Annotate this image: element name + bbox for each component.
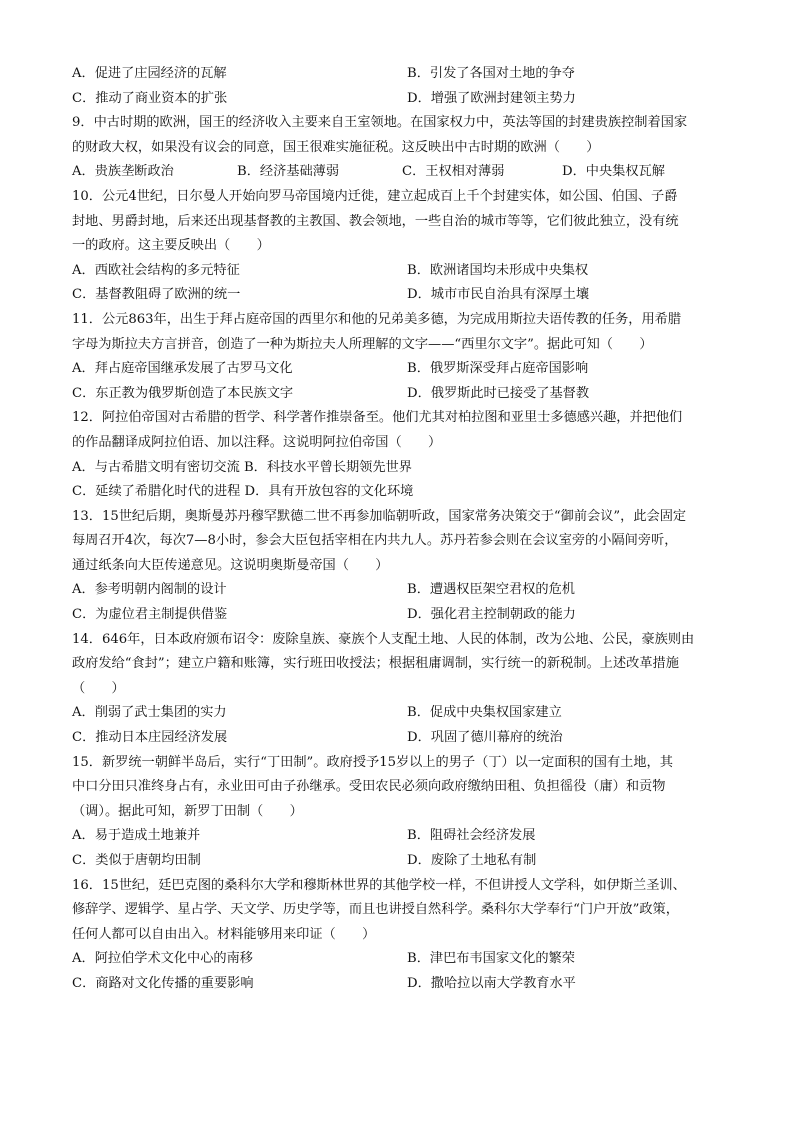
option-d: D．强化君主控制朝政的能力	[407, 607, 576, 623]
question-8	[72, 62, 724, 111]
option-d: D．城市市民自治具有深厚土壤	[407, 287, 590, 303]
option-row	[72, 824, 724, 849]
option-a: A．易于造成土地兼并	[72, 828, 201, 844]
option-row	[72, 578, 724, 603]
option-row	[72, 726, 724, 751]
option-b: B．俄罗斯深受拜占庭帝国影响	[407, 361, 589, 377]
question-stem-line: 每周召开4次，每次7—8小时，参会大臣包括宰相在内共九人。苏丹若参会则在会议室旁的小隔间旁听，	[72, 533, 678, 549]
question-list	[72, 62, 724, 997]
option-b: B．欧洲诸国均未形成中央集权	[407, 262, 589, 278]
question-stem-line: 9．中古时期的欧洲，国王的经济收入主要来自王室领地。在国家权力中，英法等国的封建贵族控制着国家	[72, 115, 688, 131]
option-a: A．西欧社会结构的多元特征	[72, 262, 240, 278]
question-10	[72, 185, 724, 308]
option-c: C．基督教阻碍了欧洲的统一	[72, 287, 241, 303]
option-row	[72, 603, 724, 628]
option-a: A．拜占庭帝国继承发展了古罗马文化	[72, 361, 293, 377]
question-stem-line: 15．新罗统一朝鲜半岛后，实行“丁田制”。政府授予15岁以上的男子（丁）以一定面积的国有土地，其	[72, 754, 673, 770]
option-row	[72, 87, 724, 112]
option-row: A．与古希腊文明有密切交流 B．科技水平曾长期领先世界	[72, 459, 412, 475]
question-stem-line: 任何人都可以自由出入。材料能够用来印证（ ）	[72, 926, 376, 942]
question-stem-line: 的财政大权，如果没有议会的同意，国王很难实施征税。这反映出中古时期的欧洲（ ）	[72, 139, 600, 155]
option-b: B．促成中央集权国家建立	[407, 705, 562, 721]
question-stem-line: 10．公元4世纪，日尔曼人开始向罗马帝国境内迁徙，建立起成百上千个封建实体，如公国、伯国、子爵	[72, 188, 678, 204]
question-stem-line: 12．阿拉伯帝国对古希腊的哲学、科学著作推崇备至。他们尤其对柏拉图和亚里士多德感兴趣，并把他们	[72, 410, 683, 426]
option-row: C．延续了希腊化时代的进程 D．具有开放包容的文化环境	[72, 484, 414, 500]
question-16	[72, 874, 724, 997]
question-stem-line: 16．15世纪，廷巴克图的桑科尔大学和穆斯林世界的其他学校一样，不但讲授人文学科，如伊斯兰圣训、	[72, 877, 686, 893]
option-a: A．参考明朝内阁制的设计	[72, 582, 227, 598]
question-12	[72, 406, 724, 504]
question-stem-line: 中口分田只准终身占有，永业田可由子孙继承。受田农民必须向政府缴纳田租、负担徭役（庸）和贡物	[72, 779, 666, 795]
question-stem-line: （调）。据此可知，新罗丁田制（ ）	[72, 803, 303, 819]
option-a: A．阿拉伯学术文化中心的南移	[72, 951, 253, 967]
option-row	[72, 849, 724, 874]
option-a: A．促进了庄园经济的瓦解	[72, 66, 227, 81]
option-b: B．经济基础薄弱	[237, 164, 340, 180]
option-d: D．增强了欧洲封建领主势力	[407, 90, 576, 106]
question-stem-line: 的作品翻译成阿拉伯语、加以注释。这说明阿拉伯帝国（ ）	[72, 434, 442, 450]
option-row	[72, 701, 724, 726]
question-stem-line: 一的政府。这主要反映出（ ）	[72, 238, 270, 254]
option-row	[72, 972, 724, 997]
question-9	[72, 111, 724, 185]
question-stem-line: 字母为斯拉夫方言拼音，创造了一种为斯拉夫人所理解的文字——“西里尔文字”。据此可知（ ）	[72, 336, 653, 352]
option-c: C．为虚位君主制提供借鉴	[72, 607, 228, 623]
option-c: C．商路对文化传播的重要影响	[72, 975, 254, 991]
question-stem-line: 14．646年，日本政府颁布诏令：废除皇族、豪族个人支配土地、人民的体制，改为公地、公民，豪族则由	[72, 631, 695, 647]
option-a: A．削弱了武士集团的实力	[72, 705, 227, 721]
option-row	[72, 382, 724, 407]
question-11	[72, 308, 724, 406]
question-stem-line: 11．公元863年，出生于拜占庭帝国的西里尔和他的兄弟美多德，为完成用斯拉夫语传教的任务，用希腊	[72, 311, 682, 327]
option-b: B．津巴布韦国家文化的繁荣	[407, 951, 575, 967]
option-d: D．巩固了德川幕府的统治	[407, 730, 563, 746]
option-row	[72, 160, 724, 185]
option-a: A．贵族垄断政治	[72, 164, 174, 180]
option-b: B．引发了各国对土地的争夺	[407, 66, 575, 81]
question-15	[72, 751, 724, 874]
option-row	[72, 283, 724, 308]
option-c: C．推动了商业资本的扩张	[72, 90, 228, 106]
question-stem-line: （ ）	[72, 680, 125, 696]
question-stem-line: 13．15世纪后期，奥斯曼苏丹穆罕默德二世不再参加临朝听政，国家常务决策交于“御前会议”，此会固定	[72, 508, 687, 524]
question-stem-line: 封地、男爵封地，后来还出现基督教的主教国、教会领地，一些自治的城市等等，它们彼此独立，没有统	[72, 213, 679, 229]
question-14	[72, 628, 724, 751]
option-row	[72, 259, 724, 284]
option-row	[72, 357, 724, 382]
question-stem-line: 修辞学、逻辑学、星占学、天文学、历史学等，而且也讲授自然科学。桑科尔大学奉行“门户开放”政策，	[72, 902, 679, 918]
option-d: D．中央集权瓦解	[562, 164, 665, 180]
option-row	[72, 62, 724, 87]
option-c: C．推动日本庄园经济发展	[72, 730, 228, 746]
option-c: C．东正教为俄罗斯创造了本民族文字	[72, 385, 294, 401]
option-c: C．王权相对薄弱	[402, 164, 505, 180]
option-row	[72, 947, 724, 972]
option-d: D．废除了土地私有制	[407, 853, 537, 868]
option-d: D．撒哈拉以南大学教育水平	[407, 975, 576, 991]
option-d: D．俄罗斯此时已接受了基督教	[407, 385, 590, 401]
option-b: B．遭遇权臣架空君权的危机	[407, 582, 575, 598]
question-13	[72, 505, 724, 628]
option-c: C．类似于唐朝均田制	[72, 853, 201, 868]
question-stem-line: 政府发给“食封”；建立户籍和账簿，实行班田收授法；根据租庸调制，实行统一的新税制。上述改革措施	[72, 656, 679, 672]
option-b: B．阻碍社会经济发展	[407, 828, 536, 844]
question-stem-line: 通过纸条向大臣传递意见。这说明奥斯曼帝国（ ）	[72, 557, 389, 573]
